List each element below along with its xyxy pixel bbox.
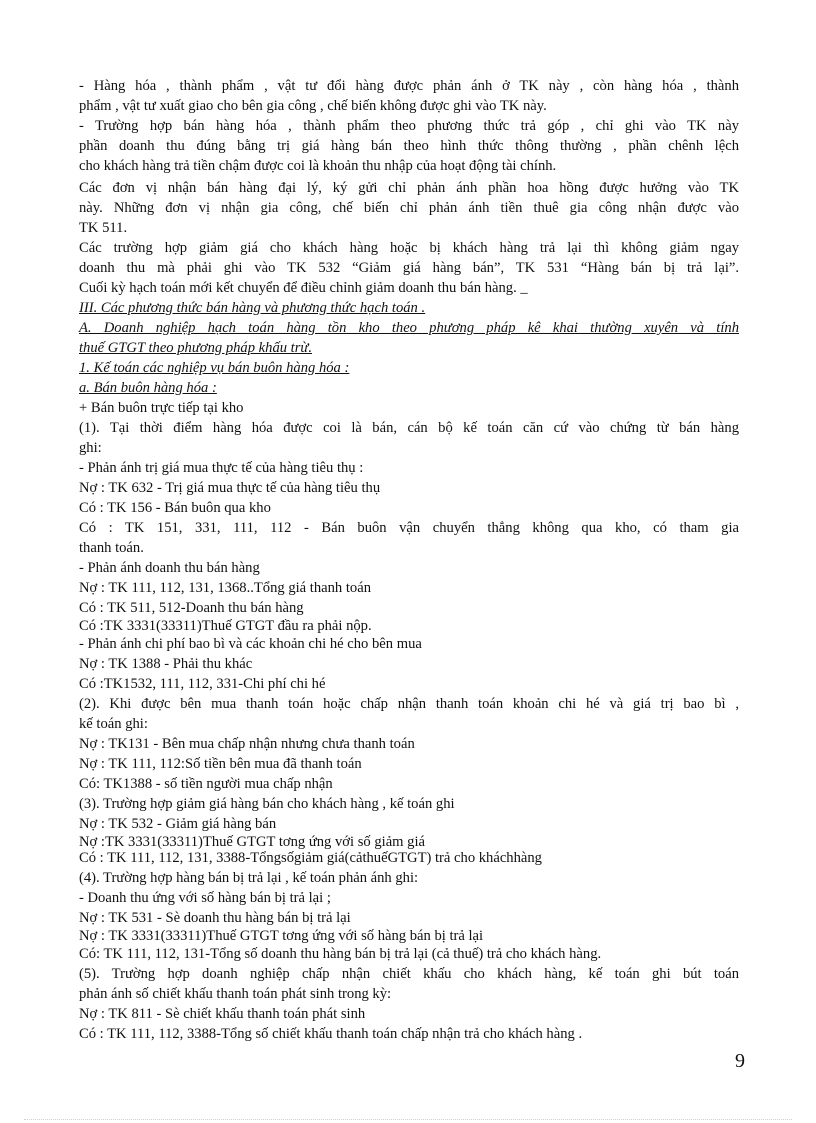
text-line: TK 511. — [79, 220, 128, 236]
text-line: phần doanh thu đúng bằng trị giá hàng bán theo hình thức thông thường , phần chênh lệch — [79, 138, 739, 154]
text-line: Nợ : TK 632 - Trị giá mua thực tế của hàng tiêu thụ — [79, 480, 381, 496]
text-line: (4). Trường hợp hàng bán bị trả lại , kế toán phản ánh ghi: — [79, 870, 419, 886]
text-line: (1). Tại thời điểm hàng hóa được coi là bán, cán bộ kế toán căn cứ vào chứng từ bán hàng — [79, 420, 739, 436]
text-line: cho khách hàng trả tiền chậm được coi là khoản thu nhập của hoạt động tài chính. — [79, 158, 557, 174]
text-line: Có: TK1388 - số tiền người mua chấp nhận — [79, 776, 333, 792]
text-line: (3). Trường hợp giảm giá hàng bán cho khách hàng , kế toán ghi — [79, 796, 455, 812]
text-line: Nợ : TK 1388 - Phải thu khác — [79, 656, 253, 672]
text-line: (5). Trường hợp doanh nghiệp chấp nhận chiết khấu cho khách hàng, kế toán ghi bút toán — [79, 966, 739, 982]
text-line: Có : TK 111, 112, 131, 3388-Tổngsốgiảm giá(cảthuếGTGT) trả cho kháchhàng — [79, 850, 542, 866]
text-line: Có : TK 151, 331, 111, 112 - Bán buôn vận chuyển thẳng không qua kho, có tham gia — [79, 520, 739, 536]
text-line: ghi: — [79, 440, 102, 456]
text-line: Có : TK 111, 112, 3388-Tổng số chiết khấu thanh toán chấp nhận trả cho khách hàng . — [79, 1026, 583, 1042]
footer-divider — [24, 1119, 792, 1120]
text-line: + Bán buôn trực tiếp tại kho — [79, 400, 244, 416]
subsection-heading: 1. Kế toán các nghiệp vụ bán buôn hàng hóa : — [79, 360, 350, 376]
text-line: Nợ : TK 111, 112, 131, 1368..Tổng giá thanh toán — [79, 580, 371, 596]
section-heading: III. Các phương thức bán hàng và phương thức hạch toán . — [79, 300, 426, 316]
text-line: phẩm , vật tư xuất giao cho bên gia công , chế biến không được ghi vào TK này. — [79, 98, 547, 114]
text-line: Có :TK1532, 111, 112, 331-Chi phí chi hé — [79, 676, 326, 692]
text-line: Nợ : TK 532 - Giảm giá hàng bán — [79, 816, 277, 832]
text-line: này. Những đơn vị nhận gia công, chế biến chỉ phản ánh tiền thuê gia công nhận được vào — [79, 200, 739, 216]
text-line: - Trường hợp bán hàng hóa , thành phẩm theo phương thức trả góp , chỉ ghi vào TK này — [79, 118, 739, 134]
text-line: (2). Khi được bên mua thanh toán hoặc chấp nhận thanh toán khoản chi hé và giá trị bao bì , — [79, 696, 739, 712]
text-line: doanh thu mà phải ghi vào TK 532 “Giảm giá hàng bán”, TK 531 “Hàng bán bị trả lại”. — [79, 260, 739, 276]
text-line: Nợ :TK 3331(33311)Thuế GTGT tơng ứng với số giảm giá — [79, 834, 426, 850]
text-line: - Hàng hóa , thành phẩm , vật tư đổi hàng được phản ánh ở TK này , còn hàng hóa , thành — [79, 78, 739, 94]
text-line: thanh toán. — [79, 540, 144, 556]
text-line: phản ánh số chiết khấu thanh toán phát sinh trong kỳ: — [79, 986, 392, 1002]
text-line: - Phản ánh chi phí bao bì và các khoản chi hé cho bên mua — [79, 636, 422, 652]
text-line: Nợ : TK 531 - Sè doanh thu hàng bán bị trả lại — [79, 910, 351, 926]
text-line: Nợ : TK 111, 112:Số tiền bên mua đã thanh toán — [79, 756, 362, 772]
subsection-heading: a. Bán buôn hàng hóa : — [79, 380, 217, 396]
text-line: Nợ : TK 3331(33311)Thuế GTGT tơng ứng với số hàng bán bị trả lại — [79, 928, 484, 944]
text-line: Có: TK 111, 112, 131-Tổng số doanh thu hàng bán bị trả lại (cả thuế) trả cho khách hàng. — [79, 946, 602, 962]
text-line: Nợ : TK 811 - Sè chiết khấu thanh toán phát sinh — [79, 1006, 366, 1022]
text-line: - Doanh thu ứng với số hàng bán bị trả lại ; — [79, 890, 331, 906]
text-line: Các đơn vị nhận bán hàng đại lý, ký gửi chỉ phản ánh phần hoa hồng được hưởng vào TK — [79, 180, 739, 196]
text-line: Có :TK 3331(33311)Thuế GTGT đầu ra phải nộp. — [79, 618, 372, 634]
text-line: Cuối kỳ hạch toán mới kết chuyển để điều chỉnh giảm doanh thu bán hàng. _ — [79, 280, 528, 296]
subsection-heading: thuế GTGT theo phương pháp khấu trừ. — [79, 340, 313, 356]
text-line: Có : TK 511, 512-Doanh thu bán hàng — [79, 600, 304, 616]
text-line: - Phản ánh trị giá mua thực tế của hàng tiêu thụ : — [79, 460, 364, 476]
subsection-heading: A. Doanh nghiệp hạch toán hàng tồn kho theo phương pháp kê khai thường xuyên và tính — [79, 320, 739, 336]
text-line: Nợ : TK131 - Bên mua chấp nhận nhưng chưa thanh toán — [79, 736, 415, 752]
text-line: kế toán ghi: — [79, 716, 148, 732]
text-line: Có : TK 156 - Bán buôn qua kho — [79, 500, 271, 516]
page-number: 9 — [735, 1050, 745, 1072]
text-line: Các trường hợp giảm giá cho khách hàng hoặc bị khách hàng trả lại thì không giảm ngay — [79, 240, 739, 256]
text-line: - Phản ánh doanh thu bán hàng — [79, 560, 260, 576]
